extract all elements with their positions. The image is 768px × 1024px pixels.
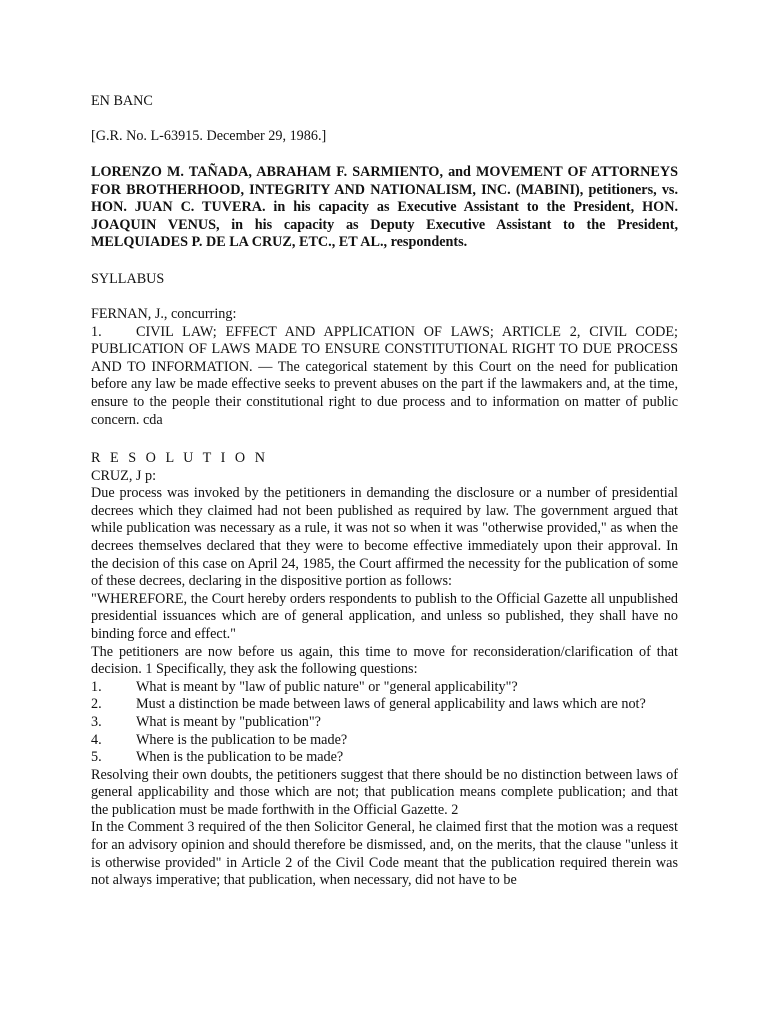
question-number: 1. bbox=[91, 678, 102, 695]
resolution-paragraph-1: Due process was invoked by the petitioners in demanding the disclosure or a number of presidential decrees which they claimed had not been published as required by law. The government argued that while publication was necessary as a rule, it was not so when it was "otherwise provided," as when the decrees themselves declared that they were to become effective immediately upon their approval. In the decision of this case on April 24, 1985, the Court affirmed the necessity for the publication of some of these decrees, declaring in the dispositive portion as follows: bbox=[91, 485, 678, 590]
case-parties: LORENZO M. TAÑADA, ABRAHAM F. SARMIENTO, and MOVEMENT OF ATTORNEYS FOR BROTHERHOOD, INTEGRITY AND NATIONALISM, INC. (MABINI), petitioners, vs. HON. JUAN C. TUVERA. in his capacity as Executive Assistant to the President, HON. JOAQUIN VENUS, in his capacity as Deputy Executive Assistant to the President, MELQUIADES P. DE LA CRUZ, ETC., ET AL., respondents. bbox=[91, 164, 678, 251]
question-number: 5. bbox=[91, 749, 102, 766]
case-number: [G.R. No. L-63915. December 29, 1986.] bbox=[91, 128, 327, 144]
resolution-paragraph-4: In the Comment 3 required of the then Solicitor General, he claimed first that the motion was a request for an advisory opinion and should therefore be dismissed, and, on the merits, that the clause "unless it is otherwise provided" in Article 2 of the Civil Code meant that the publication required therein was not always imperative; that publication, when necessary, did not have to be bbox=[91, 819, 678, 889]
resolution-heading: R E S O L U T I O N bbox=[91, 450, 268, 466]
syllabus-item-text: CIVIL LAW; EFFECT AND APPLICATION OF LAWS; ARTICLE 2, CIVIL CODE; PUBLICATION OF LAWS MADE TO ENSURE CONSTITUTIONAL RIGHT TO DUE PROCESS AND TO INFORMATION. — The categorical statement by this Court on the need for publication before any law be made effective seeks to prevent abuses on the part if the lawmakers and, at the time, ensure to the people their constitutional right to due process and to information on matter of public concern. cda bbox=[91, 323, 678, 428]
question-item bbox=[91, 714, 678, 732]
question-item bbox=[91, 696, 678, 714]
resolution-quote: "WHEREFORE, the Court hereby orders respondents to publish to the Official Gazette all unpublished presidential issuances which are of general application, and unless so published, they shall have no binding force and effect." bbox=[91, 590, 678, 642]
syllabus-author: FERNAN, J., concurring: bbox=[91, 306, 237, 322]
question-item bbox=[91, 732, 678, 750]
question-text: Where is the publication to be made? bbox=[136, 731, 348, 748]
question-item bbox=[91, 749, 678, 767]
syllabus-heading: SYLLABUS bbox=[91, 271, 165, 287]
syllabus-block bbox=[91, 306, 678, 429]
question-text: What is meant by "publication"? bbox=[136, 713, 321, 730]
question-number: 4. bbox=[91, 731, 102, 748]
resolution-author: CRUZ, J p: bbox=[91, 467, 157, 484]
court-division: EN BANC bbox=[91, 93, 153, 109]
question-text: Must a distinction be made between laws of general applicability and laws which are not? bbox=[136, 696, 646, 713]
question-number: 2. bbox=[91, 696, 102, 713]
question-text: When is the publication to be made? bbox=[136, 749, 344, 766]
resolution-block bbox=[91, 450, 678, 890]
syllabus-item bbox=[91, 324, 678, 430]
syllabus-item-number: 1. bbox=[91, 323, 102, 340]
question-item bbox=[91, 679, 678, 697]
resolution-paragraph-2: The petitioners are now before us again, this time to move for reconsideration/clarification of that decision. 1 Specifically, they ask the following questions: bbox=[91, 643, 678, 678]
question-text: What is meant by "law of public nature" or "general applicability"? bbox=[136, 678, 518, 695]
question-number: 3. bbox=[91, 713, 102, 730]
resolution-paragraph-3: Resolving their own doubts, the petitioners suggest that there should be no distinction between laws of general applicability and those which are not; that publication means complete publication; and that the publication must be made forthwith in the Official Gazette. 2 bbox=[91, 766, 678, 818]
